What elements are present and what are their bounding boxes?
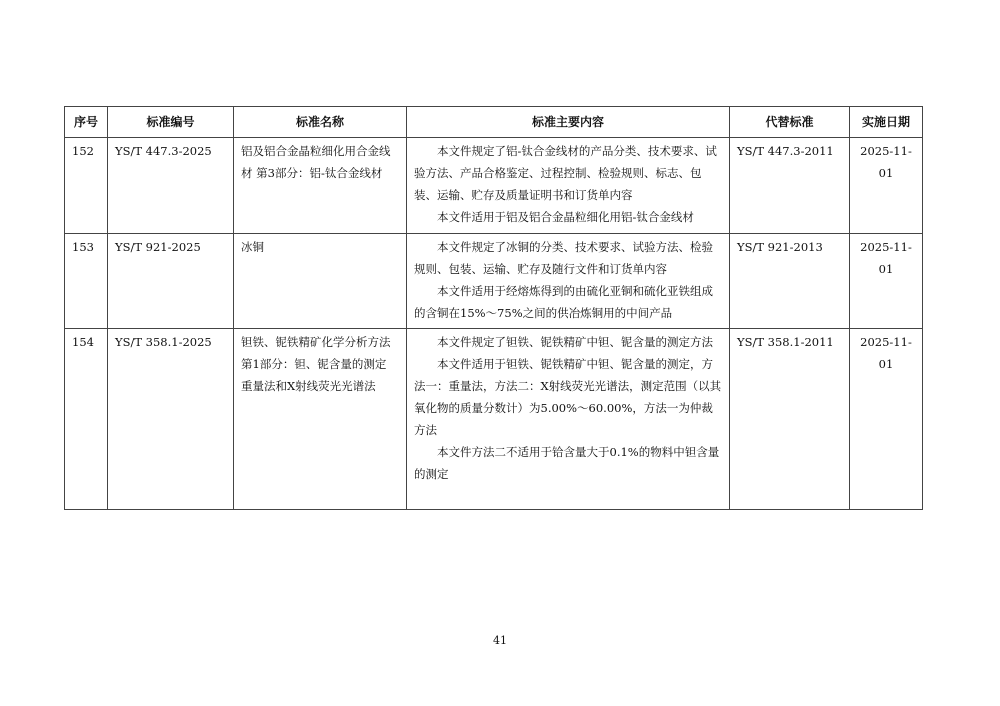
cell-date: 2025-11-01: [850, 329, 923, 510]
header-content: 标准主要内容: [407, 107, 730, 138]
cell-code: YS/T 447.3-2025: [108, 138, 234, 234]
cell-code: YS/T 921-2025: [108, 234, 234, 329]
cell-content: [407, 138, 730, 234]
cell-replaces: YS/T 447.3-2011: [730, 138, 850, 234]
content-paragraph: 本文件规定了钽铁、铌铁精矿中钽、铌含量的测定方法: [437, 335, 713, 349]
header-replaces: 代替标准: [730, 107, 850, 138]
content-paragraph: 本文件适用于钽铁、铌铁精矿中钽、铌含量的测定，方法一：重量法，方法二：X射线荧光光谱法，测定范围（以其氧化物的质量分数计）为5.00%～60.00%，方法一为仲裁方法: [414, 357, 722, 437]
content-paragraph: 本文件适用于经熔炼得到的由硫化亚铜和硫化亚铁组成的含铜在15%～75%之间的供冶炼铜用的中间产品: [414, 284, 713, 320]
table-row: [65, 329, 923, 510]
header-code: 标准编号: [108, 107, 234, 138]
cell-replaces: YS/T 921-2013: [730, 234, 850, 329]
standards-table: [64, 106, 923, 510]
cell-seq: 153: [65, 234, 108, 329]
cell-name: 铝及铝合金晶粒细化用合金线材 第3部分：铝-钛合金线材: [234, 138, 407, 234]
content-paragraph: 本文件适用于铝及铝合金晶粒细化用铝-钛合金线材: [437, 210, 694, 224]
cell-content: [407, 329, 730, 510]
page-number: 41: [493, 634, 507, 647]
table-row: [65, 138, 923, 234]
header-date: 实施日期: [850, 107, 923, 138]
content-paragraph: 本文件规定了铝-钛合金线材的产品分类、技术要求、试验方法、产品合格鉴定、过程控制、检验规则、标志、包装、运输、贮存及质量证明书和订货单内容: [414, 144, 717, 202]
cell-name: 钽铁、铌铁精矿化学分析方法 第1部分：钽、铌含量的测定 重量法和X射线荧光光谱法: [234, 329, 407, 510]
cell-content: [407, 234, 730, 329]
content-paragraph: 本文件方法二不适用于铪含量大于0.1%的物料中钽含量的测定: [414, 445, 720, 481]
header-name: 标准名称: [234, 107, 407, 138]
table-header-row: [65, 107, 923, 138]
cell-seq: 154: [65, 329, 108, 510]
header-seq: 序号: [65, 107, 108, 138]
cell-code: YS/T 358.1-2025: [108, 329, 234, 510]
cell-date: 2025-11-01: [850, 138, 923, 234]
cell-name: 冰铜: [234, 234, 407, 329]
cell-seq: 152: [65, 138, 108, 234]
cell-date: 2025-11-01: [850, 234, 923, 329]
content-paragraph: 本文件规定了冰铜的分类、技术要求、试验方法、检验规则、包装、运输、贮存及随行文件和订货单内容: [414, 240, 713, 276]
cell-replaces: YS/T 358.1-2011: [730, 329, 850, 510]
table-row: [65, 234, 923, 329]
